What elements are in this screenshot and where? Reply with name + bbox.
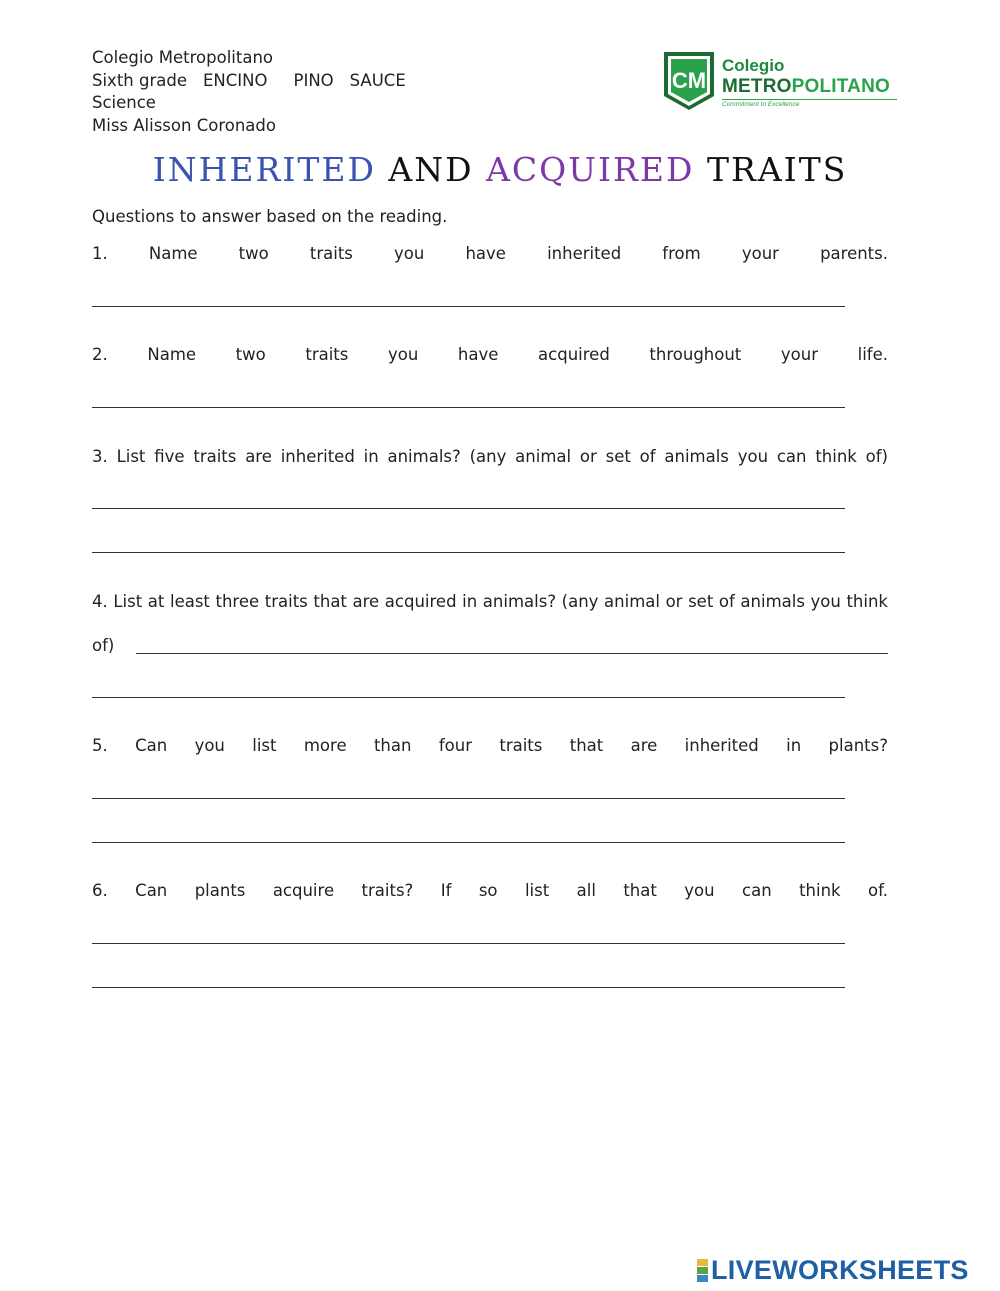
- logo-monogram: CM: [671, 68, 707, 93]
- question-1: 1. Name two traits you have inherited from your parents.: [92, 244, 888, 263]
- group-pino: PINO: [293, 70, 334, 90]
- title-traits: TRAITS: [706, 150, 848, 189]
- group-encino: ENCINO: [203, 70, 268, 90]
- question-6: 6. Can plants acquire traits? If so list all that you can think of.: [92, 881, 888, 900]
- answer-line-5b[interactable]: [92, 842, 845, 843]
- answer-line-6b[interactable]: [92, 987, 845, 988]
- answer-line-3b[interactable]: [92, 552, 845, 553]
- subject-name: Science: [92, 93, 156, 112]
- school-name: Colegio Metropolitano: [92, 48, 273, 67]
- logo-colegio: Colegio: [722, 56, 785, 75]
- question-4-end: of): [92, 636, 115, 655]
- answer-line-3a[interactable]: [92, 508, 845, 509]
- liveworksheets-watermark: [697, 1254, 969, 1286]
- logo-tagline: Commitment to Excellence: [722, 99, 897, 108]
- question-2: 2. Name two traits you have acquired throughout your life.: [92, 345, 888, 364]
- grade-line: [92, 70, 406, 93]
- title-and: AND: [388, 150, 474, 189]
- logo-text: [722, 56, 897, 108]
- question-3: 3. List five traits are inherited in animals? (any animal or set of animals you can think of): [92, 447, 888, 466]
- instructions: Questions to answer based on the reading.: [92, 207, 448, 226]
- logo-metropolitano: METROPOLITANO: [722, 76, 890, 97]
- title-acquired: ACQUIRED: [486, 150, 695, 189]
- group-sauce: SAUCE: [349, 70, 406, 90]
- answer-line-4a[interactable]: [136, 653, 888, 654]
- watermark-text: LIVEWORKSHEETS: [711, 1254, 969, 1285]
- header-info: [92, 47, 406, 137]
- grade-label: Sixth grade: [92, 70, 187, 90]
- answer-line-1[interactable]: [92, 306, 845, 307]
- worksheet-title: [0, 150, 1000, 189]
- cm-shield-icon: [662, 50, 716, 112]
- answer-line-6a[interactable]: [92, 943, 845, 944]
- answer-line-4b[interactable]: [92, 697, 845, 698]
- school-logo: [662, 50, 902, 114]
- question-5: 5. Can you list more than four traits that are inherited in plants?: [92, 736, 888, 755]
- question-4: 4. List at least three traits that are acquired in animals? (any animal or set of animals you think: [92, 592, 888, 611]
- answer-line-2[interactable]: [92, 407, 845, 408]
- liveworksheets-logo-icon: [697, 1259, 708, 1282]
- teacher-name: Miss Alisson Coronado: [92, 115, 276, 135]
- title-inherited: INHERITED: [152, 150, 376, 189]
- answer-line-5a[interactable]: [92, 798, 845, 799]
